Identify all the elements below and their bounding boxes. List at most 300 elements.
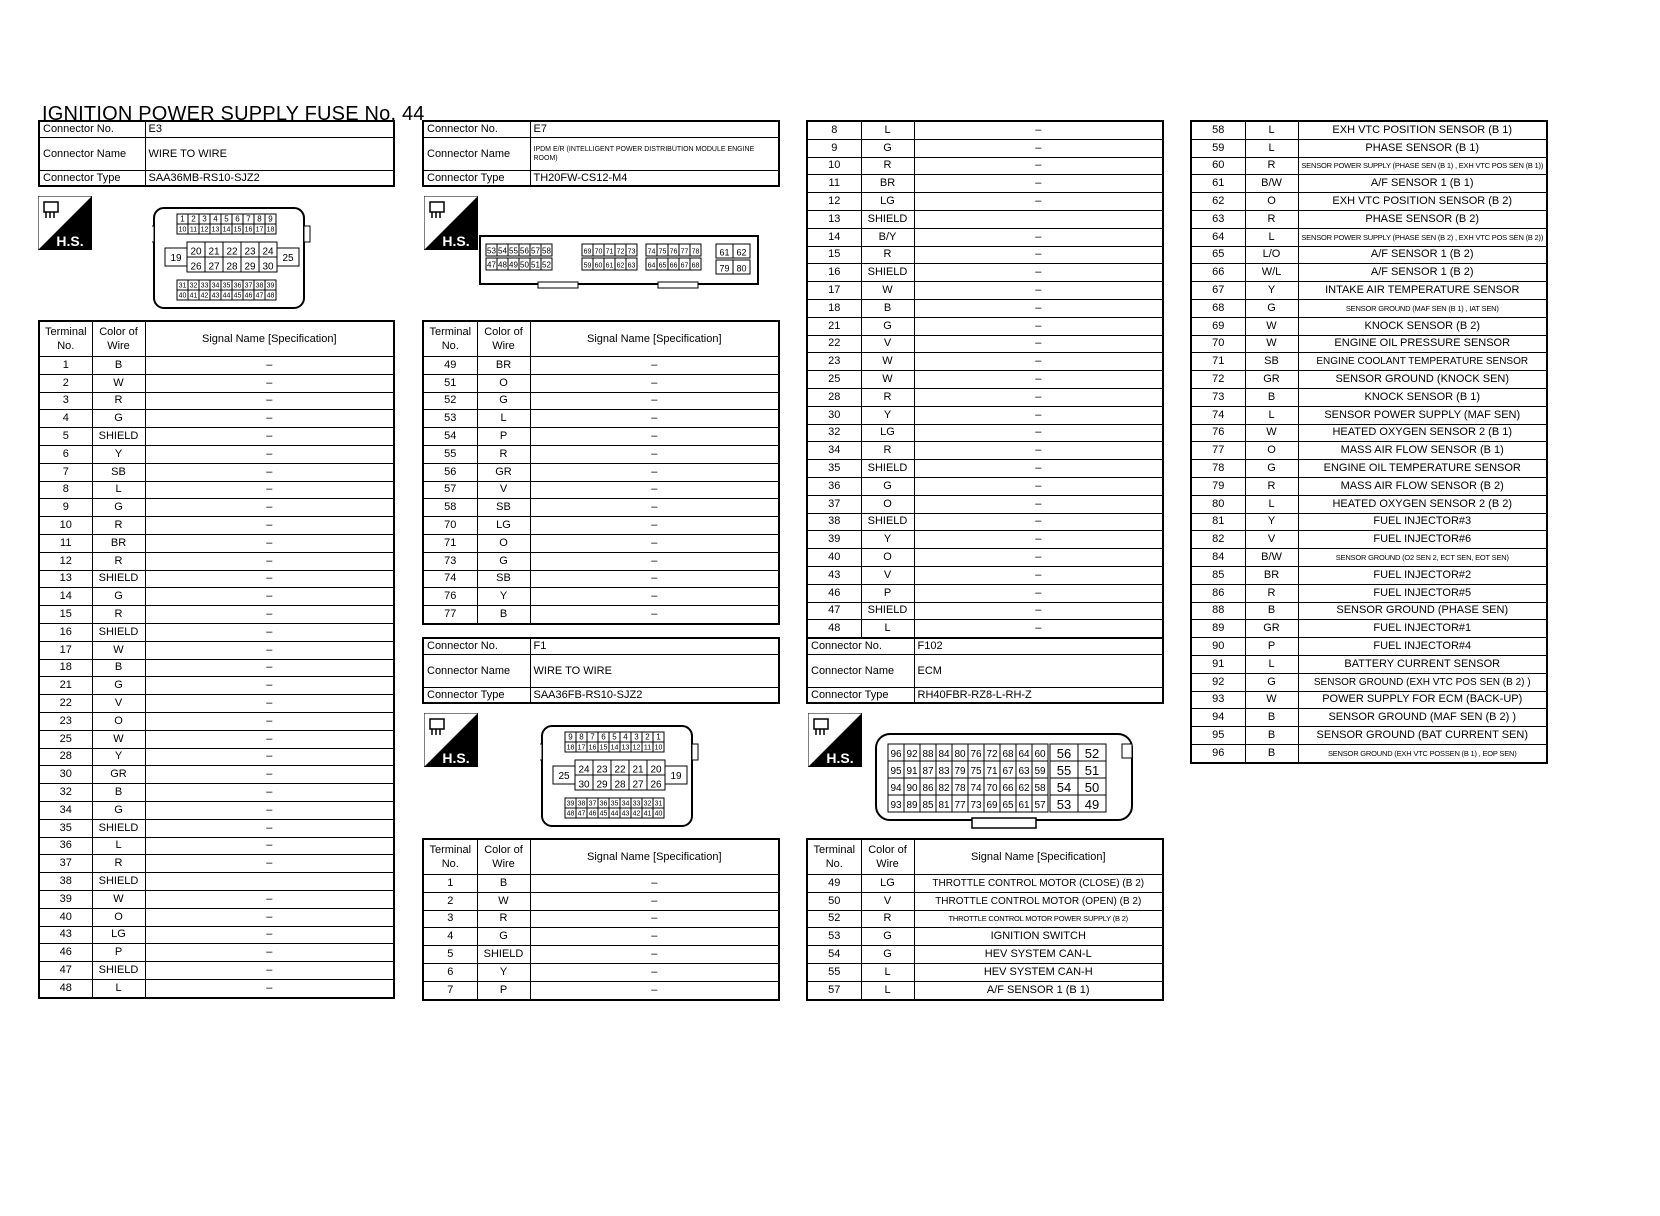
pin-cell [593,258,604,270]
wire-color-cell: V [861,892,914,910]
table-row [807,317,1163,335]
wire-color-cell: W [477,892,530,910]
pin-cell [199,290,210,300]
table-row [807,406,1163,424]
wire-color-cell: SHIELD [92,623,145,641]
wire-color-cell: G [92,801,145,819]
pin-cell [519,244,530,256]
pin-cell [486,244,497,256]
connector-f1-table [422,838,780,1001]
label-connector-type: Connector Type [423,170,530,186]
svg-text:80: 80 [954,749,966,760]
svg-text:35: 35 [610,800,619,808]
wire-color-cell: R [92,855,145,873]
svg-text:28: 28 [226,261,238,273]
connector-name-value: WIRE TO WIRE [145,137,394,170]
signal-name-cell: KNOCK SENSOR (B 2) [1298,317,1547,335]
pin-cell [188,290,199,300]
pin-cell [205,242,223,258]
signal-name-cell: A/F SENSOR 1 (B 2) [1298,264,1547,282]
wire-color-cell: SB [1245,353,1298,371]
pin-cell [530,244,541,256]
wire-color-cell: O [861,549,914,567]
svg-text:21: 21 [632,764,644,776]
signal-name-cell: – [530,892,779,910]
pin-cell [1032,744,1048,761]
svg-text:32: 32 [189,282,198,290]
table-row [807,477,1163,495]
signal-name-cell: FUEL INJECTOR#4 [1298,638,1547,656]
wire-color-cell: R [861,442,914,460]
svg-text:16: 16 [244,226,253,234]
terminal-no-cell: 21 [807,317,861,335]
signal-name-cell: – [530,481,779,499]
svg-text:45: 45 [233,292,242,300]
svg-text:14: 14 [222,226,231,234]
svg-text:81: 81 [938,800,950,811]
wire-color-cell: G [1245,673,1298,691]
terminal-no-cell: 57 [423,481,477,499]
terminal-no-cell: 7 [39,463,92,481]
pin-cell [679,244,690,256]
signal-name-cell: – [145,766,394,784]
svg-text:14: 14 [610,744,619,752]
table-row [807,424,1163,442]
svg-text:9: 9 [568,732,573,742]
terminal-no-cell: 54 [423,428,477,446]
terminal-no-cell: 22 [39,695,92,713]
connector-e7-table [422,320,780,625]
wire-color-cell: W [1245,335,1298,353]
signal-name-cell: – [145,712,394,730]
terminal-no-cell: 36 [39,837,92,855]
terminal-no-cell: 93 [1191,691,1245,709]
svg-text:44: 44 [610,810,619,818]
terminal-no-cell: 73 [1191,388,1245,406]
signal-name-cell: MASS AIR FLOW SENSOR (B 2) [1298,477,1547,495]
table-row [423,570,779,588]
wire-color-cell: L [477,410,530,428]
pin-label: 19 [170,253,182,264]
terminal-no-cell: 40 [39,908,92,926]
table-row [1191,139,1547,157]
color-header: Color of Wire [92,321,145,357]
svg-text:95: 95 [890,766,902,777]
pin-cell [642,808,653,818]
pin-label: 25 [282,253,294,264]
svg-text:66: 66 [1002,783,1014,794]
signal-name-cell: – [145,374,394,392]
svg-text:3: 3 [202,214,207,224]
svg-text:82: 82 [938,783,950,794]
wire-color-cell: SB [477,570,530,588]
signal-name-cell: EXH VTC POSITION SENSOR (B 2) [1298,193,1547,211]
signal-name-cell: SENSOR GROUND (O2 SEN 2, ECT SEN, EOT SEN) [1298,549,1547,567]
terminal-no-cell: 61 [1191,175,1245,193]
signal-name-cell: – [145,784,394,802]
terminal-no-cell: 58 [1191,121,1245,139]
svg-text:68: 68 [691,262,700,270]
pin-cell [565,798,576,808]
pin-cell [609,732,620,742]
pin-cell [1016,795,1032,812]
signal-name-cell: – [914,353,1163,371]
terminal-no-cell: 35 [807,460,861,478]
svg-text:60: 60 [594,262,603,270]
terminal-no-cell: 62 [1191,193,1245,211]
signal-name-cell: SENSOR GROUND (MAF SEN (B 2) ) [1298,709,1547,727]
pin-cell [653,798,664,808]
table-row [1191,228,1547,246]
table-row [39,588,394,606]
pin-cell [497,244,508,256]
table-row [807,892,1163,910]
table-row [1191,602,1547,620]
signal-name-cell: THROTTLE CONTROL MOTOR (CLOSE) (B 2) [914,875,1163,893]
svg-text:84: 84 [938,749,950,760]
signal-name-cell: – [914,442,1163,460]
terminal-no-header: Terminal No. [423,321,477,357]
pin-cell [232,214,243,224]
terminal-no-cell: 17 [807,282,861,300]
wire-color-cell: G [477,552,530,570]
pin-cell [519,258,530,270]
wire-color-cell: B [477,875,530,893]
table-row [39,908,394,926]
svg-text:22: 22 [226,246,238,258]
wire-color-cell: R [861,246,914,264]
svg-text:74: 74 [970,783,982,794]
wire-color-cell: Y [1245,282,1298,300]
wire-color-cell: L [1245,228,1298,246]
table-row [423,481,779,499]
svg-text:15: 15 [599,744,608,752]
wire-color-cell: SHIELD [92,570,145,588]
wire-color-cell: W [1245,317,1298,335]
signal-name-cell: FUEL INJECTOR#2 [1298,566,1547,584]
table-row [423,534,779,552]
signal-name-cell: FUEL INJECTOR#1 [1298,620,1547,638]
signal-name-cell: – [530,463,779,481]
label-connector-type: Connector Type [807,687,914,703]
wire-color-cell: L [1245,655,1298,673]
connector-name-value: WIRE TO WIRE [530,654,779,687]
svg-text:67: 67 [680,262,689,270]
pin-cell [243,290,254,300]
signal-name-cell: – [530,534,779,552]
pin-cell [187,242,205,258]
pin-cell [1000,778,1016,795]
color-header: Color of Wire [477,839,530,875]
svg-text:37: 37 [244,282,253,290]
svg-text:26: 26 [650,779,662,791]
signal-name-cell: IGNITION SWITCH [914,928,1163,946]
wire-color-cell: W [92,730,145,748]
terminal-no-cell: 70 [423,517,477,535]
table-row [1191,424,1547,442]
page-title: IGNITION POWER SUPPLY FUSE No. 44 [42,103,425,125]
pin-cell [576,798,587,808]
wire-color-cell: L [1245,495,1298,513]
terminal-no-cell: 71 [1191,353,1245,371]
pin-cell [205,257,223,273]
table-row [423,588,779,606]
svg-text:8: 8 [257,214,262,224]
pin-cell [598,808,609,818]
svg-text:65: 65 [658,262,667,270]
table-row [39,766,394,784]
pin-cell [904,778,920,795]
svg-text:8: 8 [579,732,584,742]
wire-color-cell: B [861,299,914,317]
terminal-no-cell: 16 [807,264,861,282]
svg-text:86: 86 [922,783,934,794]
wire-color-cell: P [477,981,530,999]
pin-cell [177,224,188,234]
terminal-no-cell: 11 [807,175,861,193]
svg-text:46: 46 [588,810,597,818]
pin-cell [733,244,750,258]
signal-name-cell: – [145,588,394,606]
wire-color-cell: B [1245,744,1298,762]
svg-text:49: 49 [1084,797,1100,812]
wire-color-cell: G [1245,299,1298,317]
table-row [807,353,1163,371]
pin-cell [920,778,936,795]
table-row [423,963,779,981]
pin-cell [631,808,642,818]
pin-cell [888,778,904,795]
table-row [423,981,779,999]
pin-cell [1078,761,1106,778]
wire-color-cell: L [1245,406,1298,424]
signal-name-cell: – [914,549,1163,567]
svg-text:73: 73 [970,800,982,811]
terminal-no-cell: 1 [39,357,92,375]
pin-cell [1000,744,1016,761]
wire-color-cell: R [861,910,914,928]
wire-color-cell: G [861,928,914,946]
svg-text:77: 77 [680,248,689,256]
signal-name-cell: – [145,979,394,997]
signal-name-cell: – [530,606,779,624]
pin-cell [1032,761,1048,778]
signal-name-cell: ENGINE COOLANT TEMPERATURE SENSOR [1298,353,1547,371]
terminal-no-cell: 77 [423,606,477,624]
signal-name-cell: – [530,928,779,946]
terminal-no-cell: 85 [1191,566,1245,584]
wire-color-cell: GR [1245,620,1298,638]
signal-name-cell: SENSOR GROUND (BAT CURRENT SEN) [1298,727,1547,745]
table-row [39,552,394,570]
pin-cell [541,244,552,256]
svg-text:17: 17 [255,226,264,234]
svg-text:38: 38 [577,800,586,808]
pin-cell [598,798,609,808]
wire-color-cell: R [477,910,530,928]
table-row [1191,210,1547,228]
signal-name-cell: – [914,566,1163,584]
terminal-no-cell: 6 [39,445,92,463]
connector-no-value: F102 [914,638,1163,654]
pin-cell [642,732,653,742]
svg-text:42: 42 [200,292,209,300]
svg-text:23: 23 [244,246,256,258]
svg-text:1: 1 [180,214,185,224]
signal-name-cell: – [530,552,779,570]
signal-name-cell: – [914,477,1163,495]
svg-text:94: 94 [890,783,902,794]
table-row [39,730,394,748]
table-row [39,819,394,837]
terminal-no-cell: 4 [39,410,92,428]
svg-text:47: 47 [487,260,496,270]
table-row [39,445,394,463]
terminal-no-cell: 89 [1191,620,1245,638]
signal-name-cell [145,873,394,891]
pin-cell [690,244,701,256]
pin-cell [188,280,199,290]
terminal-no-cell: 58 [423,499,477,517]
table-row [423,463,779,481]
wire-color-cell: G [477,928,530,946]
table-row [807,264,1163,282]
terminal-no-header: Terminal No. [807,839,861,875]
pin-cell [620,732,631,742]
signal-name-cell: ENGINE OIL TEMPERATURE SENSOR [1298,460,1547,478]
signal-name-cell: – [530,517,779,535]
wire-color-cell: G [861,139,914,157]
wire-color-cell: SHIELD [92,819,145,837]
svg-text:65: 65 [1002,800,1014,811]
wire-color-cell: LG [92,926,145,944]
signal-name-cell: – [145,890,394,908]
pin-cell [952,761,968,778]
pin-cell [188,224,199,234]
terminal-no-cell: 25 [807,371,861,389]
table-row [1191,691,1547,709]
pin-cell [1078,744,1106,761]
pin-cell [968,795,984,812]
table-row [39,517,394,535]
signal-name-cell: – [145,428,394,446]
svg-text:43: 43 [211,292,220,300]
terminal-no-cell: 8 [39,481,92,499]
pin-cell [629,760,647,776]
terminal-no-cell: 52 [423,392,477,410]
wire-color-cell: B [92,357,145,375]
terminal-no-cell: 35 [39,819,92,837]
table-row [1191,549,1547,567]
pin-cell [646,258,657,270]
svg-text:85: 85 [922,800,934,811]
table-row [1191,353,1547,371]
wire-color-cell: W [92,374,145,392]
pin-cell [609,808,620,818]
terminal-no-cell: 88 [1191,602,1245,620]
table-row [807,620,1163,638]
wire-color-cell: SHIELD [861,264,914,282]
table-row [1191,655,1547,673]
pin-cell [243,214,254,224]
label-connector-no: Connector No. [39,121,145,137]
connector-e3-diagram [152,206,312,312]
wire-color-cell: B/W [1245,175,1298,193]
pin-cell [952,744,968,761]
connector-f102-header [806,637,1164,704]
svg-text:74: 74 [647,248,656,256]
terminal-no-cell: 18 [39,659,92,677]
signal-name-cell: A/F SENSOR 1 (B 2) [1298,246,1547,264]
wire-color-cell: GR [1245,371,1298,389]
table-row [39,695,394,713]
svg-text:24: 24 [262,246,274,258]
terminal-no-cell: 55 [807,963,861,981]
pin-cell [598,732,609,742]
svg-text:72: 72 [616,248,625,256]
wire-color-cell: SB [92,463,145,481]
signal-name-cell: – [914,531,1163,549]
terminal-no-cell: 17 [39,641,92,659]
signal-name-cell: – [914,299,1163,317]
svg-text:52: 52 [542,260,551,270]
svg-text:79: 79 [954,766,966,777]
table-row [807,584,1163,602]
connector-f102-table [806,838,1164,1001]
terminal-no-cell: 52 [807,910,861,928]
signal-name-cell: – [914,282,1163,300]
terminal-no-cell: 82 [1191,531,1245,549]
table-row [39,410,394,428]
table-row [423,606,779,624]
signal-name-cell: – [914,246,1163,264]
connector-f1-diagram [540,724,702,830]
pin-cell [920,761,936,778]
terminal-no-cell: 91 [1191,655,1245,673]
signal-name-cell: – [145,623,394,641]
pin-cell [668,244,679,256]
signal-name-cell: – [145,944,394,962]
wire-color-cell: G [861,477,914,495]
svg-text:63: 63 [1018,766,1030,777]
terminal-no-cell: 48 [39,979,92,997]
svg-text:47: 47 [577,810,586,818]
table-row [807,513,1163,531]
pin-cell [1078,778,1106,795]
svg-text:39: 39 [566,800,575,808]
table-row [807,566,1163,584]
terminal-no-cell: 5 [423,946,477,964]
signal-name-cell: – [145,606,394,624]
terminal-no-cell: 92 [1191,673,1245,691]
terminal-no-cell: 32 [807,424,861,442]
connector-f1-table-continued [806,120,1164,639]
pin-cell [188,214,199,224]
terminal-no-cell: 6 [423,963,477,981]
svg-text:41: 41 [643,810,652,818]
signal-name-cell: HEV SYSTEM CAN-L [914,946,1163,964]
table-row [39,712,394,730]
signal-name-cell: – [914,193,1163,211]
svg-text:5: 5 [612,732,617,742]
pin-cell [716,244,733,258]
pin-cell [888,795,904,812]
terminal-no-cell: 8 [807,121,861,139]
terminal-no-cell: 76 [1191,424,1245,442]
terminal-no-cell: 73 [423,552,477,570]
table-row [807,981,1163,999]
signal-name-cell: – [145,855,394,873]
